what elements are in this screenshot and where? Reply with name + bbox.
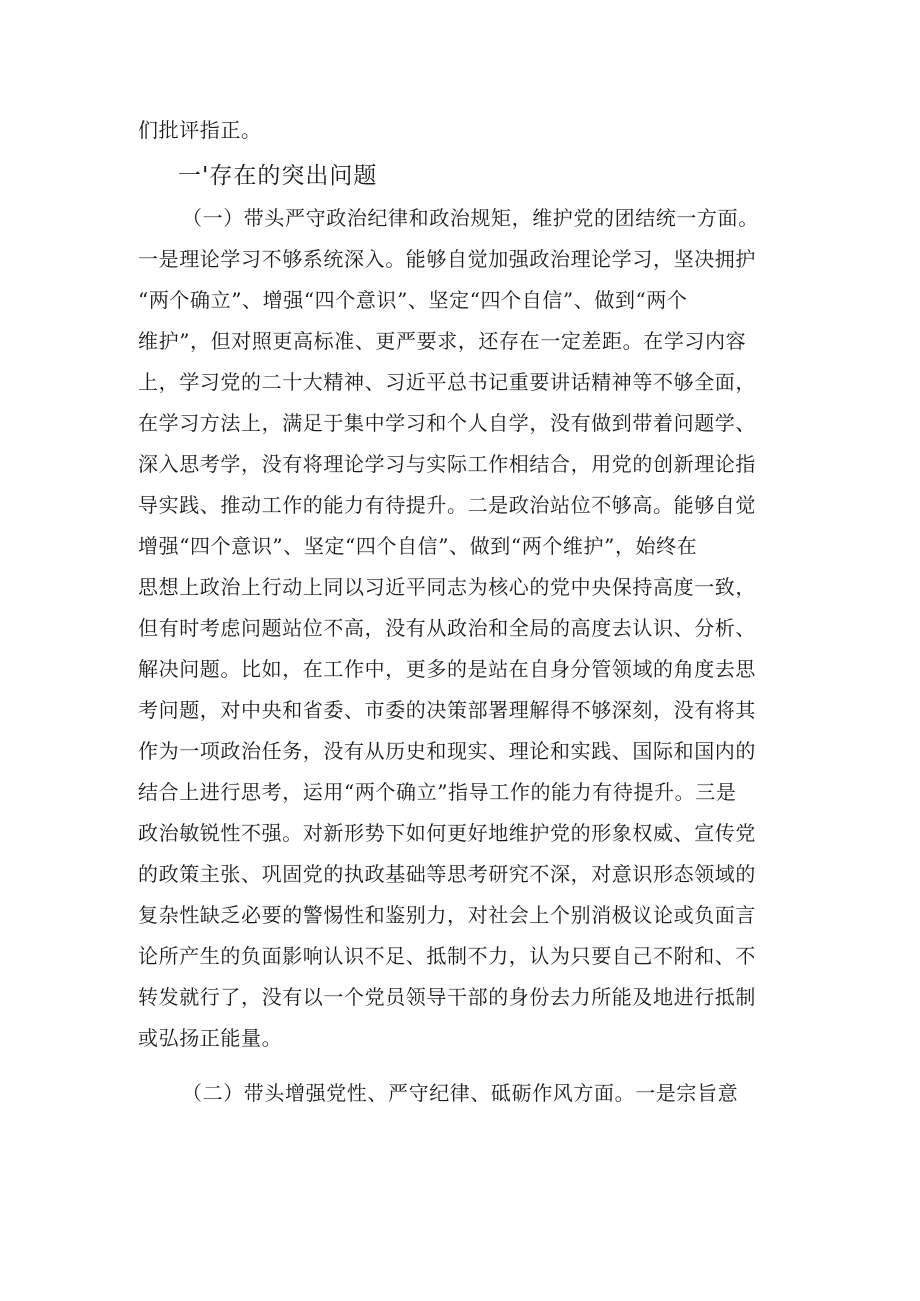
paragraph-line: 解决问题。比如，在工作中，更多的是站在自身分管领域的角度去思 [138,657,756,681]
paragraph-line: 在学习方法上，满足于集中学习和个人自学，没有做到带着问题学、 [138,411,756,435]
paragraph-line: 但有时考虑问题站位不高，没有从政治和全局的高度去认识、分析、 [138,616,756,640]
paragraph-line: 论所产生的负面影响认识不足、抵制不力，认为只要自己不附和、不 [138,944,756,968]
paragraph-line: “两个确立”、增强“四个意识”、坚定“四个自信”、做到“两个 [138,288,688,312]
paragraph-line: 结合上进行思考，运用“两个确立”指导工作的能力有待提升。三是 [138,780,737,804]
paragraph-line: 作为一项政治任务，没有从历史和现实、理论和实践、国际和国内的 [138,739,756,763]
paragraph-line: 一是理论学习不够系统深入。能够自觉加强政治理论学习，坚决拥护 [138,247,756,271]
paragraph-line: 考问题，对中央和省委、市委的决策部署理解得不够深刻，没有将其 [138,698,756,722]
carryover-line: 们批评指正。 [138,118,262,142]
paragraph-line: 维护”，但对照更高标准、更严要求，还存在一定差距。在学习内容 [138,329,747,353]
paragraph-line: （一）带头严守政治纪律和政治规矩，维护党的团结统一方面。 [182,206,759,230]
paragraph-line: 增强“四个意识”、坚定“四个自信”、做到“两个维护”，始终在 [138,534,698,558]
paragraph-line: 转发就行了，没有以一个党员领导干部的身份去力所能及地进行抵制 [138,985,756,1009]
paragraph-line: 复杂性缺乏必要的警惕性和鉴别力，对社会上个别消极议论或负面言 [138,903,756,927]
paragraph-line: 政治敏锐性不强。对新形势下如何更好地维护党的形象权威、宣传党 [138,821,756,845]
paragraph-line: 上，学习党的二十大精神、习近平总书记重要讲话精神等不够全面， [138,370,756,394]
paragraph-line: 或弘扬正能量。 [138,1026,283,1050]
paragraph-line: 深入思考学，没有将理论学习与实际工作相结合，用党的创新理论指 [138,452,756,476]
paragraph-line: 思想上政治上行动上同以习近平同志为核心的党中央保持高度一致， [138,575,756,599]
section-heading: 一'存在的突出问题 [178,163,378,189]
paragraph-line: （二）带头增强党性、严守纪律、砥砺作风方面。一是宗旨意 [182,1081,739,1105]
paragraph-line: 的政策主张、巩固党的执政基础等思考研究不深，对意识形态领域的 [138,862,756,886]
paragraph-line: 导实践、推动工作的能力有待提升。二是政治站位不够高。能够自觉 [138,493,756,517]
